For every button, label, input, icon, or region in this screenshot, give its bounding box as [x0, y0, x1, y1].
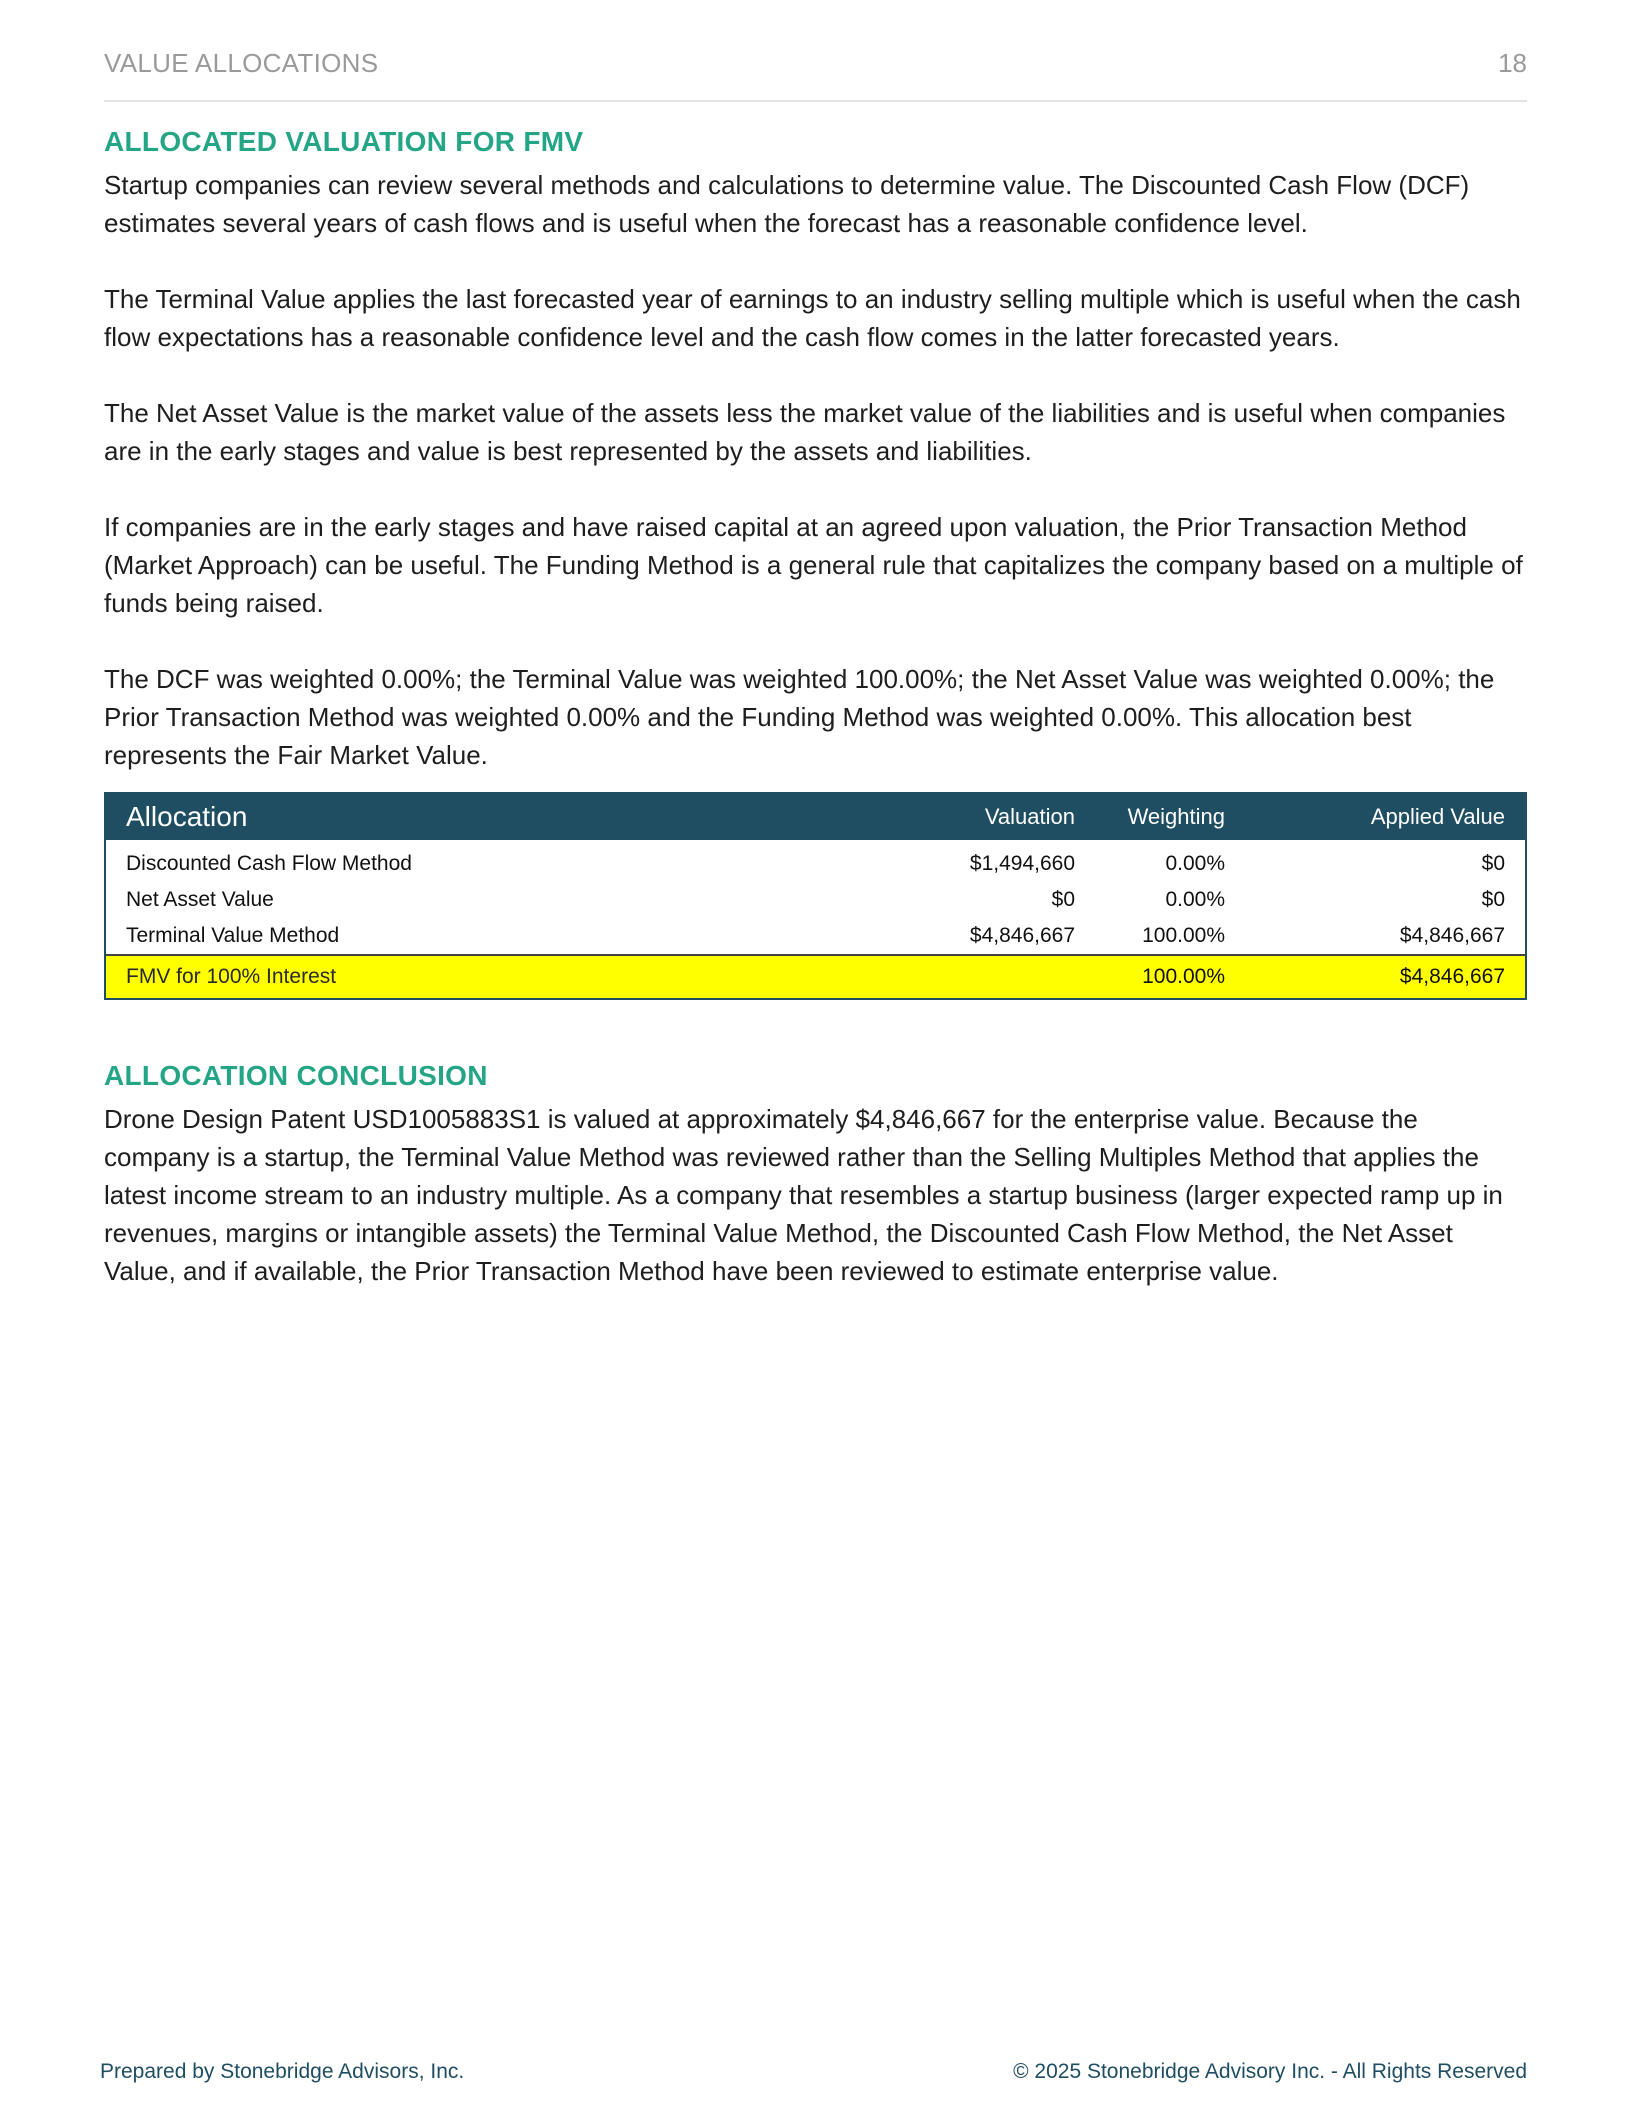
row-name: Net Asset Value	[126, 888, 274, 911]
section-allocation-conclusion	[104, 1060, 1527, 1328]
header-weighting: Weighting	[1095, 794, 1245, 840]
row-weighting: 0.00%	[1165, 888, 1225, 911]
paragraph-conclusion: Drone Design Patent USD1005883S1 is valued at approximately $4,846,667 for the enterprise value. Because the company is a startup, the Terminal Value Method was reviewed rather than the Selling Multiples Method that applies the latest income stream to an industry multiple. As a company that resembles a startup business (larger expected ramp up in revenues, margins or intangible assets) the Terminal Value Method, the Discounted Cash Flow Method, the Net Asset Value, and if available, the Prior Transaction Method have been reviewed to estimate enterprise value.	[104, 1104, 1503, 1286]
header-applied-value: Applied Value	[1245, 794, 1525, 840]
allocation-table	[104, 792, 1527, 1000]
row-applied-value: $0	[1481, 852, 1505, 875]
page-number: 18	[1498, 48, 1527, 78]
total-row	[106, 955, 1525, 998]
section-heading-conclusion: ALLOCATION CONCLUSION	[104, 1060, 488, 1091]
total-name: FMV for 100% Interest	[106, 955, 925, 998]
table-header-row	[106, 794, 1525, 840]
total-applied-value: $4,846,667	[1245, 955, 1525, 998]
header-allocation: Allocation	[106, 794, 925, 840]
row-weighting: 100.00%	[1142, 924, 1225, 947]
row-applied-value: $0	[1481, 888, 1505, 911]
header-valuation: Valuation	[925, 794, 1095, 840]
row-applied-value: $4,846,667	[1399, 924, 1505, 947]
paragraph-weighting-summary: The DCF was weighted 0.00%; the Terminal Value was weighted 100.00%; the Net Asset Value was weighted 0.00%; the Prior Transaction Method was weighted 0.00% and the Funding Method was weighted 0.00%. This allocation best represents the Fair Market Value.	[104, 664, 1495, 770]
page-footer	[100, 2060, 1527, 2092]
total-valuation	[925, 955, 1095, 998]
row-name: Discounted Cash Flow Method	[126, 852, 412, 875]
header-title: VALUE ALLOCATIONS	[104, 48, 379, 78]
row-valuation: $1,494,660	[969, 852, 1075, 875]
row-weighting: 0.00%	[1165, 852, 1225, 875]
paragraph-net-asset-value: The Net Asset Value is the market value of the assets less the market value of the liabilities and is useful when companies are in the early stages and value is best represented by the assets and liabilities.	[104, 398, 1506, 466]
paragraph-prior-transaction: If companies are in the early stages and have raised capital at an agreed upon valuation, the Prior Transaction Method (Market Approach) can be useful. The Funding Method is a general rule that capitalizes the company based on a multiple of funds being raised.	[104, 512, 1523, 618]
footer-copyright: © 2025 Stonebridge Advisory Inc. - All Rights Reserved	[1013, 2060, 1527, 2083]
paragraph-intro: Startup companies can review several methods and calculations to determine value. The Discounted Cash Flow (DCF) estimates several years of cash flows and is useful when the forecast has a reasonable confidence level.	[104, 170, 1470, 238]
section-allocated-valuation	[104, 126, 1527, 812]
table-row	[106, 840, 1525, 882]
paragraph-terminal-value: The Terminal Value applies the last forecasted year of earnings to an industry selling multiple which is useful when the cash flow expectations has a reasonable confidence level and the cash flow comes in the latter forecasted years.	[104, 284, 1521, 352]
row-valuation: $0	[1051, 888, 1075, 911]
page-header	[104, 44, 1527, 102]
footer-prepared-by: Prepared by Stonebridge Advisors, Inc.	[100, 2060, 465, 2083]
total-weighting: 100.00%	[1095, 955, 1245, 998]
row-valuation: $4,846,667	[969, 924, 1075, 947]
section-heading-fmv: ALLOCATED VALUATION FOR FMV	[104, 126, 584, 157]
row-name: Terminal Value Method	[126, 924, 340, 947]
table-row	[106, 918, 1525, 955]
table-row	[106, 882, 1525, 918]
